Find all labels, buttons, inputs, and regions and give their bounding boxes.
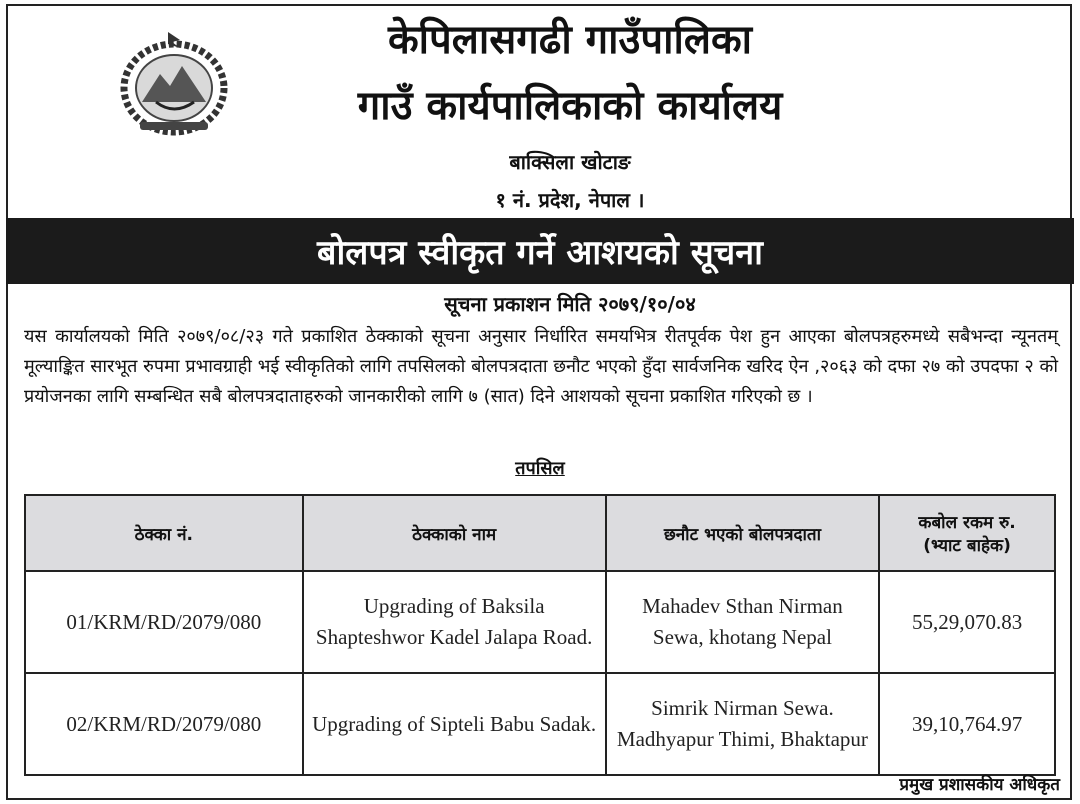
header-contract-name: ठेक्काको नाम bbox=[303, 495, 606, 571]
nepal-government-emblem-icon bbox=[112, 30, 236, 140]
header-bidder: छनौट भएको बोलपत्रदाता bbox=[606, 495, 879, 571]
table-row bbox=[25, 571, 1055, 673]
header-amount-note: (भ्याट बाहेक) bbox=[923, 536, 1011, 556]
notice-title-banner bbox=[6, 218, 1074, 284]
header-amount-label: कबोल रकम रु. bbox=[918, 513, 1016, 533]
schedule-heading: तपसिल bbox=[515, 458, 565, 479]
contract-name-cell: Upgrading of Sipteli Babu Sadak. bbox=[303, 673, 606, 775]
amount-cell: 55,29,070.83 bbox=[879, 571, 1055, 673]
address-line: बाक्सिला खोटाङ bbox=[509, 150, 631, 174]
table-header-row bbox=[25, 495, 1055, 571]
bidder-cell: Simrik Nirman Sewa. Madhyapur Thimi, Bhaktapur bbox=[606, 673, 879, 775]
table-row bbox=[25, 673, 1055, 775]
award-table bbox=[24, 494, 1056, 776]
bidder-cell: Mahadev Sthan Nirman Sewa, khotang Nepal bbox=[606, 571, 879, 673]
amount-cell: 39,10,764.97 bbox=[879, 673, 1055, 775]
contract-no-cell: 01/KRM/RD/2079/080 bbox=[25, 571, 303, 673]
signatory: प्रमुख प्रशासकीय अधिकृत bbox=[899, 775, 1060, 795]
province-line: १ नं. प्रदेश, नेपाल । bbox=[495, 188, 645, 212]
contract-name-cell: Upgrading of Baksila Shapteshwor Kadel Jalapa Road. bbox=[303, 571, 606, 673]
publish-date: सूचना प्रकाशन मिति २०७९/१०/०४ bbox=[444, 292, 696, 316]
header-contract-no: ठेक्का नं. bbox=[25, 495, 303, 571]
contract-no-cell: 02/KRM/RD/2079/080 bbox=[25, 673, 303, 775]
office-subtitle: गाउँ कार्यपालिकाको कार्यालय bbox=[357, 83, 783, 129]
header-amount bbox=[879, 495, 1055, 571]
office-name: केपिलासगढी गाउँपालिका bbox=[387, 17, 753, 63]
notice-title: बोलपत्र स्वीकृत गर्ने आशयको सूचना bbox=[317, 233, 763, 273]
notice-body: यस कार्यालयको मिति २०७९/०८/२३ गते प्रकाशित ठेक्काको सूचना अनुसार निर्धारित समयभित्र रीतपूर्वक पेश हुन आएका बोलपत्रहरुमध्ये सबैभन्दा न्यूनतम् मूल्याङ्कित सारभूत रुपमा प्रभावग्राही भई स्वीकृतिको लागि तपसिलको बोलपत्रदाता छनौट भएको हुँदा सार्वजनिक खरिद ऐन ,२०६३ को दफा २७ को उपदफा २ को प्रयोजनका लागि सम्बन्धित सबै बोलपत्रदाताहरुको जानकारीको लागि ७ (सात) दिने आशयको सूचना प्रकाशित गरिएको छ । bbox=[24, 326, 1058, 407]
